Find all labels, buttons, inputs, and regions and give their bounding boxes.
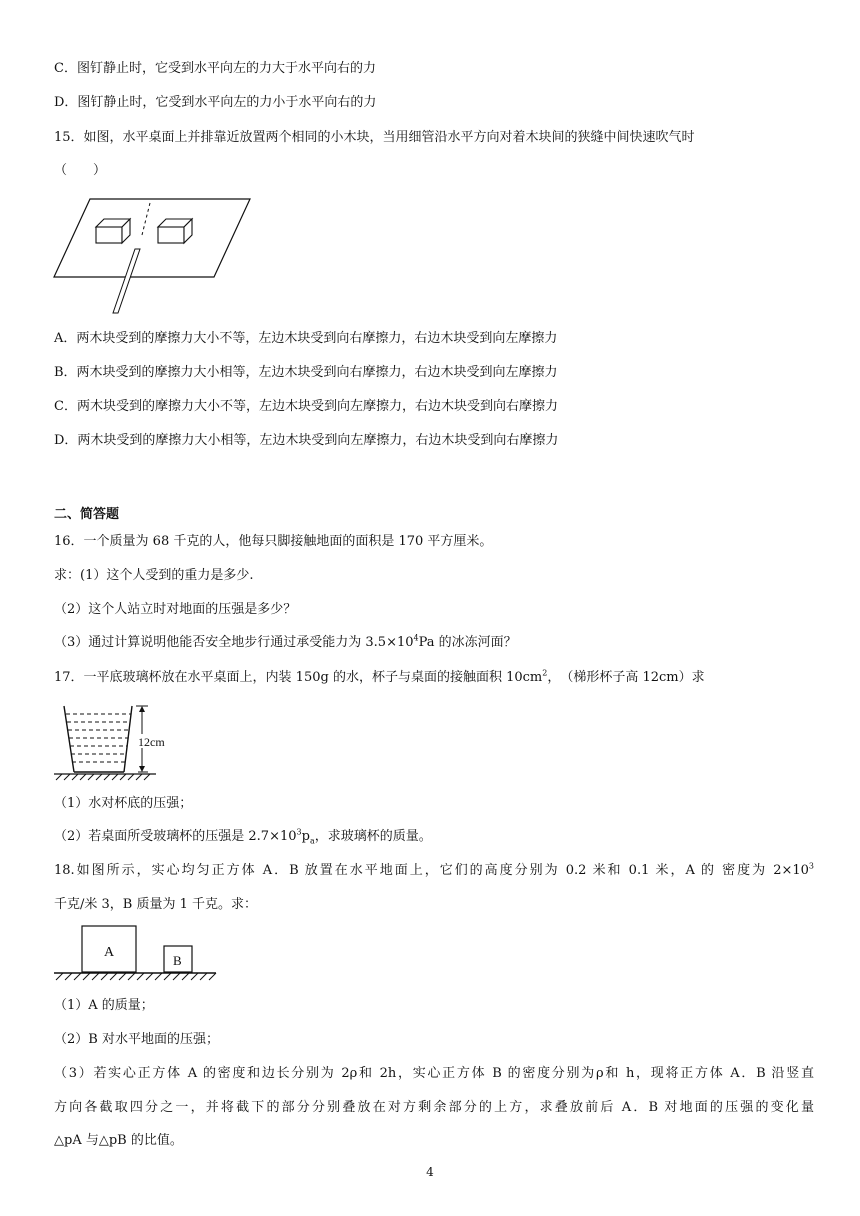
q18-block-b-label: B (173, 953, 182, 968)
q15-option-b: B．两木块受到的摩擦力大小相等，左边木块受到向右摩擦力，右边木块受到向左摩擦力 (54, 365, 558, 380)
q16-part2: （2）这个人站立时对地面的压强是多少？ (54, 602, 297, 617)
q15-paren: （ ） (54, 163, 107, 178)
q18-part1: （1）A 的质量； (54, 998, 154, 1013)
page-number: 4 (426, 1165, 434, 1179)
q15-stem: 15．如图，水平桌面上并排靠近放置两个相同的小木块，当用细管沿水平方向对着木块间的狭缝中间快速吹气时 (54, 130, 695, 145)
q17-stem: 17．一平底玻璃杯放在水平桌面上，内装 150g 的水，杯子与桌面的接触面积 $10cm^2$， （梯形杯子高 12cm）求 (54, 668, 705, 685)
q18-blocks-figure (52, 924, 222, 986)
q17-part1: （1）水对杯底的压强； (54, 796, 193, 811)
q15-option-c: C．两木块受到的摩擦力大小不等，左边木块受到向左摩擦力，右边木块受到向右摩擦力 (54, 399, 558, 414)
q16-part3: （3）通过计算说明他能否安全地步行通过承受能力为 $3.5\times 10^4Pa$ 的冰冻河面？ (54, 633, 517, 650)
q15-option-d: D．两木块受到的摩擦力大小相等，左边木块受到向左摩擦力，右边木块受到向右摩擦力 (54, 433, 559, 448)
q16-part1: 求：(1）这个人受到的重力是多少. (54, 568, 254, 583)
q17-cup-figure (52, 700, 172, 782)
q18-stem-line1: 18.如图所示，实心均匀正方体 A．B 放置在水平地面上，它们的高度分别为 0.2 米和 0.1 米，A 的 密度为 $2\times 10^3$ (54, 861, 814, 878)
q16-stem: 16．一个质量为 68 千克的人，他每只脚接触地面的面积是 170 平方厘米。 (54, 534, 493, 549)
q18-part3-line2: 方向各截取四分之一，并将截下的部分分别叠放在对方剩余部分的上方，求叠放前后 A．B 对地面的压强的变化量 (54, 1100, 814, 1115)
q14-option-c: C．图钉静止时，它受到水平向左的力大于水平向右的力 (54, 61, 376, 76)
q14-option-d: D．图钉静止时，它受到水平向左的力小于水平向右的力 (54, 95, 377, 110)
q18-part3-line3: △pA 与△pB 的比值。 (54, 1133, 183, 1148)
q18-part2: （2）B 对水平地面的压强； (54, 1032, 219, 1047)
section-title: 二、简答题 (54, 507, 120, 522)
q15-option-a: A．两木块受到的摩擦力大小不等，左边木块受到向右摩擦力，右边木块受到向左摩擦力 (54, 331, 558, 346)
q18-part3-line1: （3）若实心正方体 A 的密度和边长分别为 2ρ和 2h，实心正方体 B 的密度分别为ρ和 h，现将正方体 A．B 沿竖直 (54, 1066, 814, 1081)
q17-part2: （2）若桌面所受玻璃杯的压强是 $2.7\times 10^3p_a$，求玻璃杯的质量。 (54, 827, 432, 846)
q17-height-label: 12cm (138, 735, 165, 749)
q15-figure (52, 195, 252, 317)
q18-block-a-label: A (104, 945, 115, 960)
q18-stem-line2: 千克/米 3，B 质量为 1 千克。求： (54, 897, 258, 912)
